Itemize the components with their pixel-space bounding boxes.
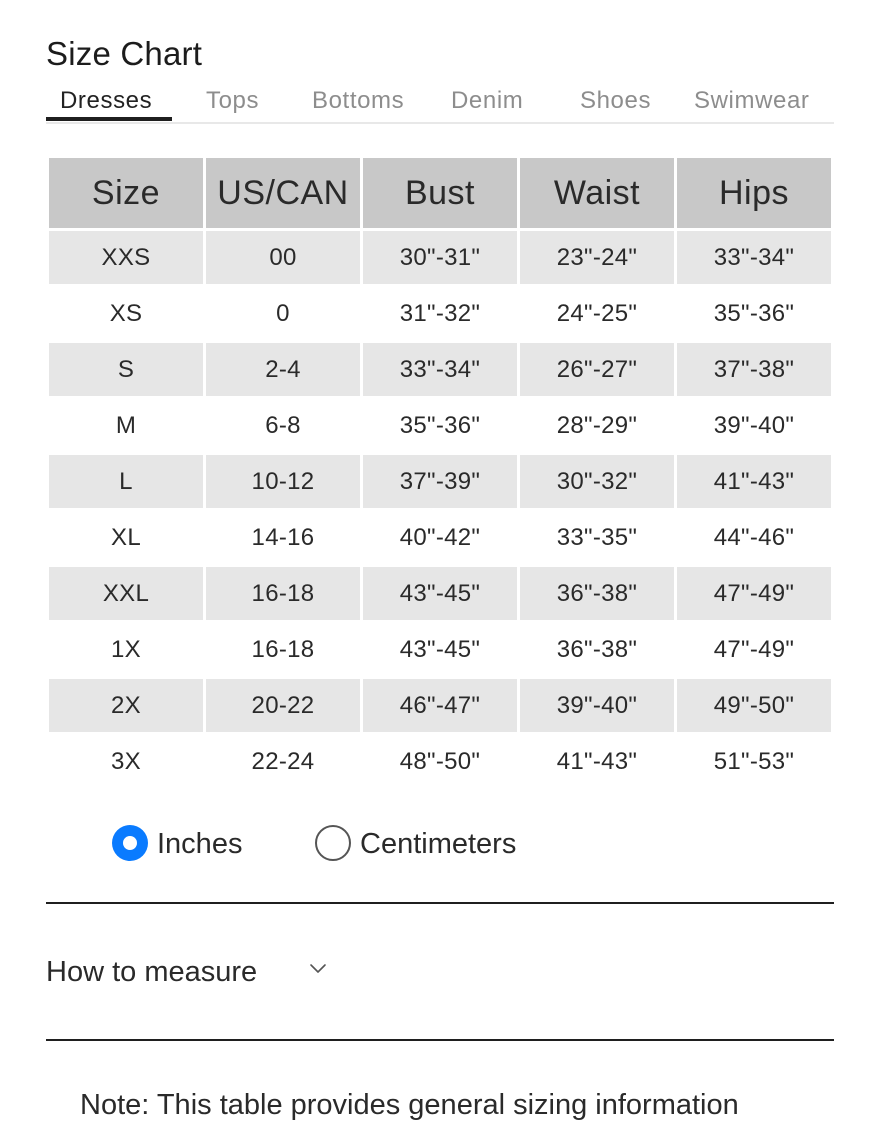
cell-us-can: 16-18 xyxy=(206,567,360,620)
table-row xyxy=(49,399,831,452)
section-divider-bottom xyxy=(46,1039,834,1041)
size-category-tabs xyxy=(46,84,834,124)
page-title: Size Chart xyxy=(46,35,203,72)
how-to-measure-label[interactable]: How to measure xyxy=(46,956,258,988)
cell-bust: 43"-45" xyxy=(399,635,481,663)
table-row xyxy=(49,231,831,284)
cell-size: 3X xyxy=(111,747,141,775)
tab-denim[interactable]: Denim xyxy=(451,87,524,114)
cell-bust: 43"-45" xyxy=(363,567,517,620)
cell-size: M xyxy=(115,411,137,439)
cell-size: XXL xyxy=(49,567,203,620)
cell-hips: 41"-43" xyxy=(677,455,831,508)
column-header-waist: Waist xyxy=(520,158,674,228)
cell-bust: 46"-47" xyxy=(363,679,517,732)
table-header-row xyxy=(49,158,831,228)
table-row xyxy=(49,679,831,732)
cell-size: XXS xyxy=(49,231,203,284)
tab-dresses[interactable]: Dresses xyxy=(60,87,153,114)
cell-hips: 39"-40" xyxy=(713,411,795,439)
cell-hips: 47"-49" xyxy=(713,635,795,663)
cell-hips: 47"-49" xyxy=(677,567,831,620)
cell-hips: 51"-53" xyxy=(713,747,795,775)
cell-waist: 39"-40" xyxy=(520,679,674,732)
cell-hips: 49"-50" xyxy=(677,679,831,732)
cell-waist: 33"-35" xyxy=(556,523,638,551)
column-header-size: Size xyxy=(49,158,203,228)
cell-waist: 28"-29" xyxy=(556,411,638,439)
cell-bust: 48"-50" xyxy=(399,747,481,775)
active-tab-indicator xyxy=(46,117,172,121)
inches-radio-button[interactable] xyxy=(112,825,148,861)
column-header-hips: Hips xyxy=(677,158,831,228)
table-row xyxy=(49,623,831,676)
cell-waist: 30"-32" xyxy=(520,455,674,508)
cell-waist: 23"-24" xyxy=(520,231,674,284)
cell-hips: 35"-36" xyxy=(713,299,795,327)
cell-size: S xyxy=(49,343,203,396)
cell-us-can: 14-16 xyxy=(251,523,315,551)
how-to-measure-toggle[interactable] xyxy=(46,952,257,992)
tab-shoes[interactable]: Shoes xyxy=(580,87,652,114)
cell-us-can: 0 xyxy=(276,299,290,327)
cell-bust: 30"-31" xyxy=(363,231,517,284)
cell-size: XS xyxy=(109,299,143,327)
cell-waist: 24"-25" xyxy=(556,299,638,327)
cell-bust: 40"-42" xyxy=(399,523,481,551)
section-divider-top xyxy=(46,902,834,904)
size-chart-table xyxy=(46,155,834,791)
column-header-us-can: US/CAN xyxy=(206,158,360,228)
sizing-note: Note: This table provides general sizing information xyxy=(80,1089,739,1121)
table-row xyxy=(49,343,831,396)
cell-bust: 31"-32" xyxy=(399,299,481,327)
cell-us-can: 00 xyxy=(206,231,360,284)
cell-hips: 44"-46" xyxy=(713,523,795,551)
cell-us-can: 20-22 xyxy=(206,679,360,732)
cell-waist: 26"-27" xyxy=(520,343,674,396)
cell-us-can: 6-8 xyxy=(265,411,301,439)
table-row xyxy=(49,735,831,788)
cell-bust: 33"-34" xyxy=(363,343,517,396)
table-row xyxy=(49,567,831,620)
cell-waist: 36"-38" xyxy=(556,635,638,663)
cell-size: 1X xyxy=(111,635,141,663)
cell-bust: 35"-36" xyxy=(399,411,481,439)
cell-us-can: 10-12 xyxy=(206,455,360,508)
table-row xyxy=(49,511,831,564)
inches-label[interactable]: Inches xyxy=(157,828,243,860)
cell-size: 2X xyxy=(49,679,203,732)
tab-swimwear[interactable]: Swimwear xyxy=(694,87,810,114)
cell-us-can: 16-18 xyxy=(251,635,315,663)
cell-hips: 33"-34" xyxy=(677,231,831,284)
centimeters-radio-button[interactable] xyxy=(315,825,351,861)
table-row xyxy=(49,455,831,508)
cell-us-can: 22-24 xyxy=(251,747,315,775)
centimeters-label[interactable]: Centimeters xyxy=(360,828,517,860)
chevron-down-icon[interactable] xyxy=(308,958,328,978)
cell-us-can: 2-4 xyxy=(206,343,360,396)
cell-waist: 36"-38" xyxy=(520,567,674,620)
tab-tops[interactable]: Tops xyxy=(206,87,260,114)
cell-size: L xyxy=(49,455,203,508)
column-header-bust: Bust xyxy=(363,158,517,228)
tab-bottoms[interactable]: Bottoms xyxy=(312,87,405,114)
table-row xyxy=(49,287,831,340)
cell-waist: 41"-43" xyxy=(556,747,638,775)
cell-size: XL xyxy=(111,523,141,551)
cell-hips: 37"-38" xyxy=(677,343,831,396)
cell-bust: 37"-39" xyxy=(363,455,517,508)
